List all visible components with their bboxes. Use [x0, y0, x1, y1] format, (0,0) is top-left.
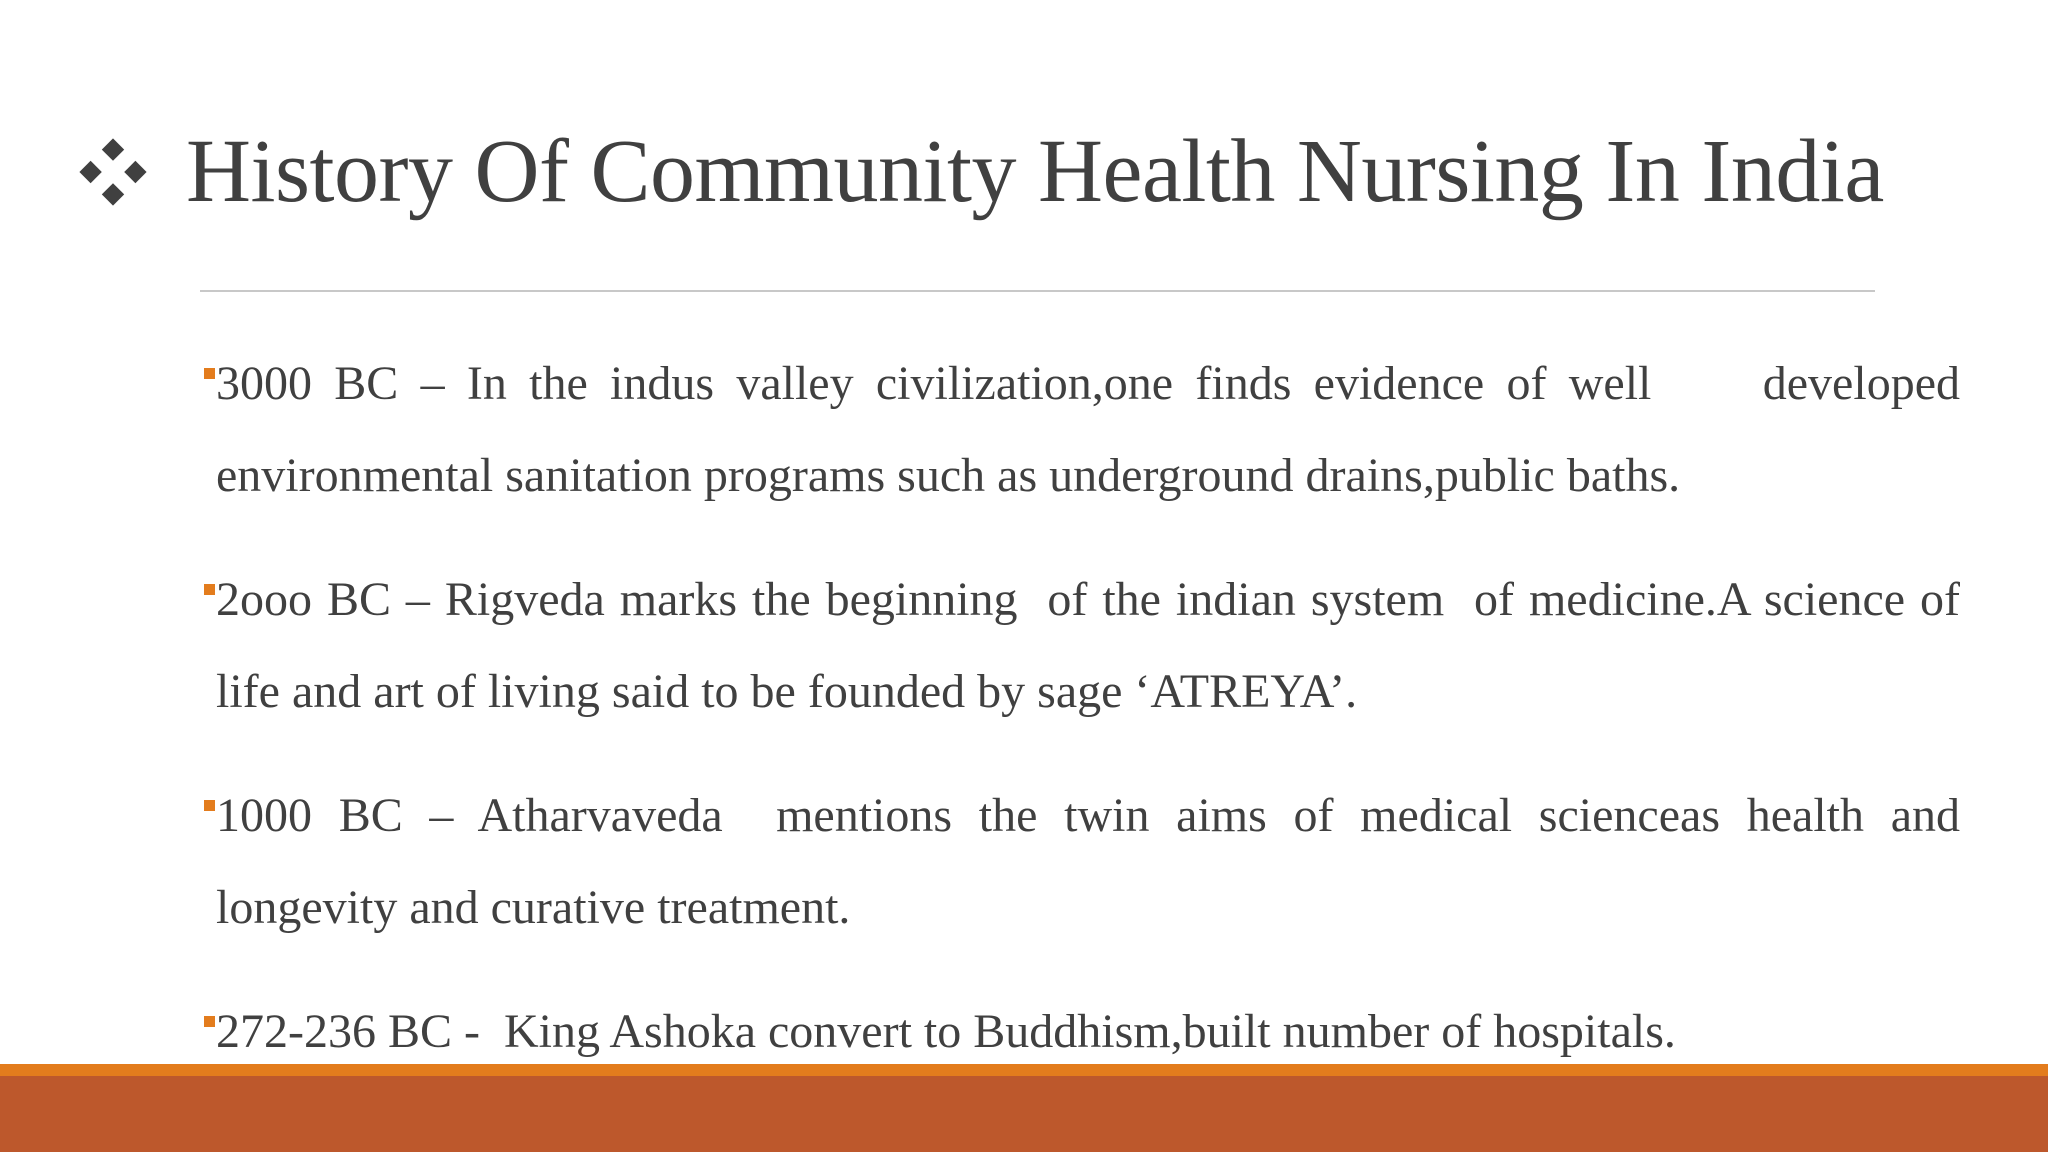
bullet-list [204, 338, 1960, 1110]
list-item-text: 1000 BC – Atharvaveda mentions the twin aims of medical scienceas health and longevity and curative treatment. [216, 789, 1960, 934]
square-bullet-icon [204, 584, 215, 595]
four-diamond-bullet-icon [78, 137, 148, 207]
list-item [204, 770, 1960, 954]
footer-accent-band [0, 1064, 2048, 1076]
list-item-text: 3000 BC – In the indus valley civilization,one finds evidence of well developed environmental sanitation programs such as underground drains,public baths. [216, 357, 1960, 502]
square-bullet-icon [204, 1016, 215, 1027]
list-item-text: 2ooo BC – Rigveda marks the beginning of the indian system of medicine.A science of life and art of living said to be founded by sage ‘ATREYA’. [216, 573, 1960, 718]
title-divider [200, 290, 1875, 292]
list-item [204, 338, 1960, 522]
square-bullet-icon [204, 368, 215, 379]
footer-band [0, 1076, 2048, 1152]
list-item-text: 272-236 BC - King Ashoka convert to Buddhism,built number of hospitals. [216, 1005, 1676, 1058]
square-bullet-icon [204, 800, 215, 811]
list-item [204, 554, 1960, 738]
page-title: History Of Community Health Nursing In India [186, 122, 1884, 221]
title-row [78, 112, 1978, 232]
